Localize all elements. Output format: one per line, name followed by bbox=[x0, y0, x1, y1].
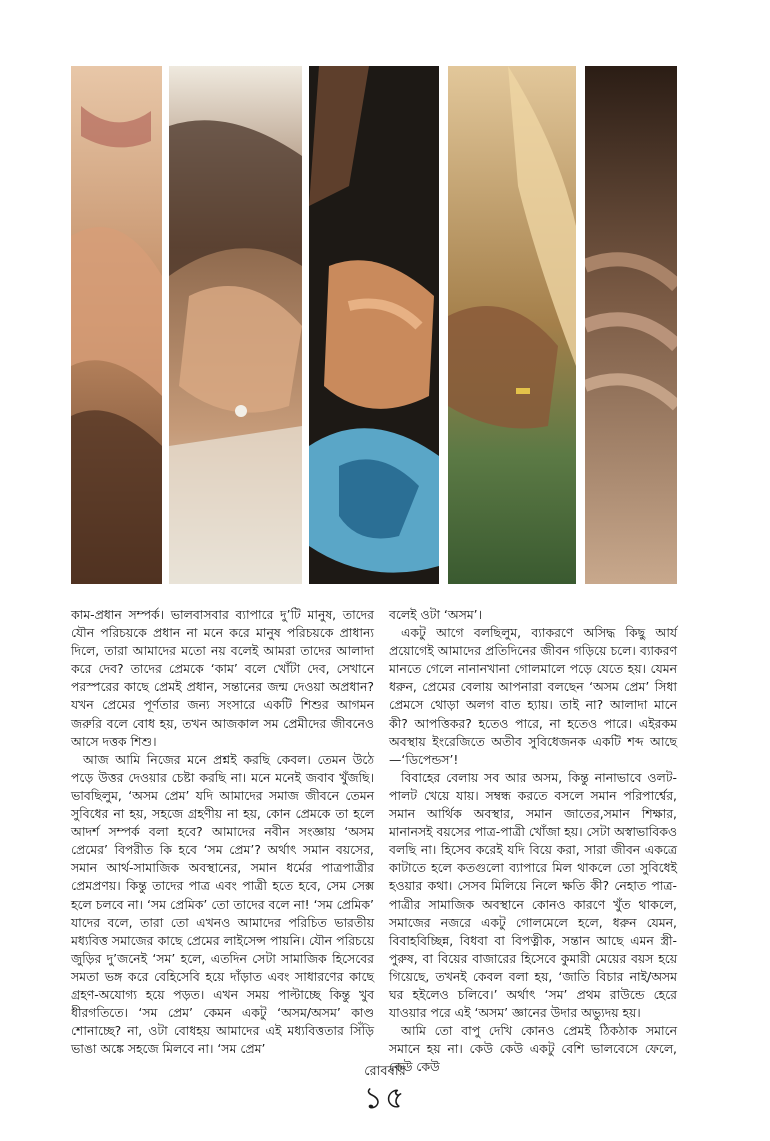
photo-collage bbox=[71, 66, 677, 584]
paragraph: আমি তো বাপু দেখি কোনও প্রেমই ঠিকঠাক সমানে সমানে হয় না। কেউ কেউ একটু বেশি ভালবেসে ফেলে, কেউ কেউ bbox=[389, 1023, 677, 1075]
photo-strip-couple-embrace bbox=[169, 66, 302, 584]
article-column-left bbox=[71, 606, 374, 1058]
article-column-right bbox=[389, 606, 677, 1076]
photo-strip-blonde-hair bbox=[448, 66, 576, 584]
paragraph: কাম-প্রধান সম্পর্ক। ভালবাসবার ব্যাপারে দু’টি মানুষ, তাদের যৌন পরিচয়কে প্রধান না মনে করে মানুষ পরিচয়কে প্রাধান্য দিলে, তারা আমাদের মতো নয় বলেই আমরা তাদের আলাদা করে দেব? তাদের প্রেমকে ‘কাম’ বলে খোঁটা দেব, সেখানে পরস্পরের কাছে প্রেমই প্রধান, সন্তানের জন্ম দেওয়া অপ্রধান? যখন প্রেমের পূর্ণতার জন্য সংসারে একটি শিশুর আগমন জরুরি বলে বোধ হয়, তখন আজকাল সম প্রেমীদের জীবনেও আসে দত্তক শিশু। bbox=[71, 607, 374, 749]
paragraph: বিবাহের বেলায় সব আর অসম, কিন্তু নানাভাবে ওলট-পালট খেয়ে যায়। সম্বন্ধ করতে বসলে সমান পরিপার্শ্বের, সমান আর্থিক অবস্থার, সমান জাতের,সমান শিক্ষার, মানানসই বয়সের পাত্র-পাত্রী খোঁজা হয়। সেটা অস্বাভাবিকও বলছি না। হিসেব করেই যদি বিয়ে করা, সারা জীবন একত্রে কাটাতে হলে কতগুলো ব্যাপারে মিল থাকলে তো সুবিধেই হওয়ার কথা। সেসব মিলিয়ে নিলে ক্ষতি কী? নেহাত পাত্র-পাত্রীর সামাজিক অবস্থানে কোনও কারণে খুঁত থাকলে, সমাজের নজরে একটু গোলমেলে হলে, ধরুন যেমন, বিবাহবিচ্ছিন্ন, বিধবা বা বিপত্নীক, সন্তান আছে এমন স্ত্রী-পুরুষ, বা বিয়ের বাজারের হিসেবে কুমারী মেয়ের বয়স হয়ে গিয়েছে, তখনই কেবল বলা হয়, ‘জাতি বিচার নাই/অসম ঘর হইলেও চলিবে।’ অর্থাৎ ‘সম’ প্রথম রাউন্ডে হেরে যাওয়ার পরে এই ‘অসম’ জ্ঞানের উদার অভ্যুদয় হয়। bbox=[389, 769, 677, 1021]
page-number: ১৫ bbox=[363, 1081, 407, 1116]
photo-strip-hands-dark bbox=[309, 66, 439, 584]
photo-strip-skin-closeup bbox=[585, 66, 677, 584]
paragraph: একটু আগে বলছিলুম, ব্যাকরণে অসিদ্ধ কিছু আর্য প্রয়োগেই আমাদের প্রতিদিনের জীবন গড়িয়ে চলে। ব্যাকরণ মানতে গেলে নানানখানা গোলমালে পড়ে যেতে হয়। যেমন ধরুন, প্রেমের বেলায় আপনারা বলছেন ‘অসম প্রেম’ সিধা প্রেমসে থোড়া অলগ বাত হ্যায়। তাই না? আলাদা মানে কী? আপত্তিকর? হতেও পারে, না হতেও পারে। এইরকম অবস্থায় ইংরেজিতে অতীব সুবিধেজনক একটি শব্দ আছে—‘ডিপেন্ডস’! bbox=[389, 625, 677, 767]
paragraph: বলেই ওটা ‘অসম’। bbox=[389, 607, 482, 622]
magazine-name: রোববার bbox=[364, 1064, 406, 1079]
paragraph: আজ আমি নিজের মনে প্রশ্নই করছি কেবল। তেমন উঠে পড়ে উত্তর দেওয়ার চেষ্টা করছি না। মনে মনেই জবাব খুঁজছি। ভাবছিলুম, ‘অসম প্রেম’ যদি আমাদের সমাজ জীবনে তেমন সুবিধের না হয়, সহজে গ্রহণীয় না হয়, কোন প্রেমকে তা হলে আদর্শ সম্পর্ক বলা হবে? আমাদের নবীন সংজ্ঞায় ‘অসম প্রেমের’ বিপরীত কি হবে ‘সম প্রেম’? অর্থাৎ সমান বয়সের, সমান আর্থ-সামাজিক অবস্থানের, সমান ধর্মের পাত্রপাত্রীর প্রেমপ্রণয়। কিন্তু তাদের পাত্র এবং পাত্রী হতে হবে, সেম সেক্স হলে চলবে না। ‘সম প্রেমিক’ তো তাদের বলে না! ‘সম প্রেমিক’ যাদের বলে, তারা তো এখনও আমাদের পরিচিত ভারতীয় মধ্যবিত্ত সমাজের কাছে প্রেমের লাইসেন্স পায়নি। যৌন পরিচয়ে জুড়ির দু’জনেই ‘সম’ হলে, এতদিন সেটা সামাজিক হিসেবের সমতা ভঙ্গ করে বেহিসেবি হয়ে দাঁড়াত এবং সাধারণের কাছে গ্রহণ-অযোগ্য হয়ে পড়ত। এখন সময় পাল্টাচ্ছে কিন্তু খুব ধীরগতিতে। ‘সম প্রেম’ কেমন একটু ‘অসম/অসম’ কাণ্ড শোনাচ্ছে? না, ওটা বোধহয় আমাদের এই মধ্যবিত্ততার সিঁড়ি ভাঙা অঙ্কে সহজে মিলবে না। ‘সম প্রেম’ bbox=[71, 751, 374, 1057]
photo-strip-neck-hand bbox=[71, 66, 162, 584]
